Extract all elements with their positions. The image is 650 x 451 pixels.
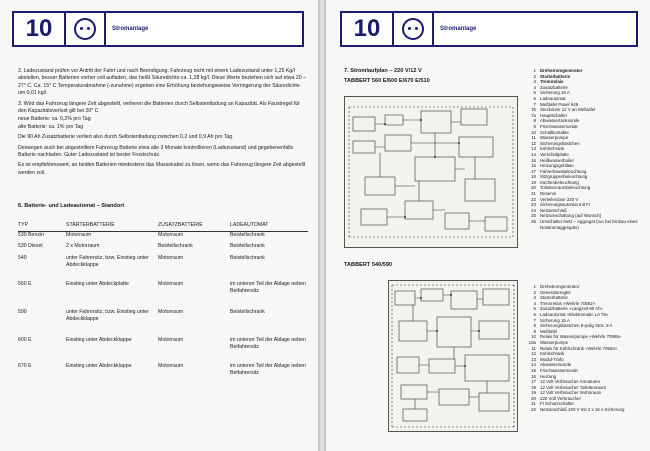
legend-text: Abwassersonde [540,362,572,368]
table-header-row [18,222,308,231]
legend-text: 12 Volt Verbraucher Armaturen [540,379,601,385]
legend-text: Ladeautomat »Elektromatic LA 75« [540,311,609,317]
legend-number: 12 [531,140,536,146]
legend-text: Meßtafel Panel 949 [540,101,579,107]
legend-number: 13 [531,356,536,362]
paragraph-90ah: Die 90 Ah Zusatzbatterie verliert also durch Selbstentladung zwischen 0,2 und 0,9 Ah pro Tag. [18,134,234,141]
legend-text: Drehstromgenerator [540,284,580,289]
legend-number: 18 [531,384,536,390]
legend-number: 22 [531,407,536,413]
legend-text: Frischwassersonde [540,123,578,129]
legend-text: FI Schutzschalter [540,401,574,407]
new-battery-rate: neue Batterie: ca. 0,2% pro Tag [18,116,91,123]
legend-text: Relais für Wasserpumpe »Wehrle 70565« [540,334,622,340]
cell-type: 670 E [18,363,32,370]
legend-number: 16 [531,163,536,169]
cell-starter: unter Fahrersitz, bzw. Einstieg unter Abdeckklappe [66,255,149,269]
socket-icon [394,11,434,47]
legend-number: 8 [533,118,536,124]
legend-text: Zusatzbatterie [540,84,568,90]
cell-auxiliary: Motorraum [158,363,184,370]
legend-number: 12 [531,351,536,357]
legend-text: Netzumschaltung (auf Wunsch) [540,213,602,219]
right-page [326,0,650,451]
legend-number: 3 [533,295,536,301]
legend-number: 7 [533,317,536,323]
legend-text: Kühlschrank [540,146,565,152]
legend-number: 9 [533,328,536,334]
legend-text: Kühlschrank [540,351,565,357]
legend-number: 2 [533,289,536,295]
section-7-title: 7. Stromlaufplan – 220 V/12 V [344,68,422,74]
legend-number: 5 [533,90,536,96]
legend-number: 18 [531,174,536,180]
cell-starter: Motorraum [66,231,92,238]
paragraph-storage: 3. Wird das Fahrzeug längere Zeit abgestellt, verlieren die Batterien durch Selbstentladung an Kapazität. Als Faustregel für den Kapazitätsverlust gilt bei 20° C [18,100,301,115]
legend-number: 1 [533,68,536,73]
header-title: Stromanlage [106,11,304,47]
legend-text: Starterbatterie [540,295,568,301]
legend-text: Reserve [540,191,557,197]
col-header-type: TYP [18,222,66,231]
legend-number: 5 [533,306,536,312]
legend-diagram-2 [522,284,646,413]
legend-number: 14 [531,151,536,157]
legend-number: 11 [531,345,536,351]
col-header-auxiliary: ZUSATZBATTERIE [158,222,230,231]
paragraph-recommendation: Es ist empfehlenswert, an beiden Batterien mindestens das Massekabel zu lösen, wenn das Fahrzeug längere Zeit abgestellt werden soll. [18,162,306,176]
legend-item [522,407,646,413]
legend-text: Steckdose 12 V an Meßtafel [540,107,596,113]
legend-text: Heißwasserboiler [540,157,574,163]
table-row [18,255,308,281]
paragraph-check-interval: Deswegen auch bei abgestelltem Fahrzeug Batterie etwa alle 3 Monate kontrollieren (Ladezustand) und gegebenenfalls Batterie nachladen. Guter Ladezustand ist bester Frostschutz. [18,144,294,159]
battery-location-table [18,222,308,389]
legend-number: 15 [531,367,536,373]
legend-number: 11 [531,135,536,141]
cell-auxiliary: Motorraum [158,281,184,288]
legend-text: Toilettenraumbeleuchtung [540,185,591,191]
legend-item [522,219,646,230]
legend-number: 10 [531,334,536,340]
legend-number: 23 [531,202,536,208]
legend-number: 14 [531,362,536,368]
wiring-diagram-2 [388,280,518,432]
cell-charger: im unteren Teil der Ablage neben Beifahrersitz [230,281,306,295]
legend-number: 20 [531,395,536,401]
legend-text: Starterbatterie [540,73,571,79]
legend-number: 10 [531,129,536,135]
legend-number: 22 [531,196,536,202]
schematic-1-models: TABBERT 560 E/600 E/670 E/510 [344,78,430,84]
cell-starter: Einstieg unter Abdeckklappe [66,363,132,370]
table-row [18,363,308,389]
header-title-right: Stromanlage [434,11,638,47]
cell-auxiliary: Motorraum [158,337,184,344]
cell-auxiliary: Motorraum [158,231,184,238]
legend-text: Küchenbeleuchtung [540,179,579,185]
legend-number: 17 [531,379,536,385]
legend-text: Sicherungskästchen [540,140,580,146]
legend-text: Fahrerhausbeleuchtung [540,168,587,174]
cell-type: 590 [18,309,27,316]
legend-text: 12 Volt Verbraucher Toilettenraum [540,384,607,390]
legend-text: Generatorregler [540,289,571,295]
legend-text: Abwassertanksonde [540,118,580,124]
legend-number: 6 [533,95,536,101]
section-6-title: 6. Batterie- und Ladeautomat – Standort [18,203,125,209]
legend-number: 9 [533,123,536,129]
legend-number: 26 [531,219,536,225]
page-gutter [318,0,326,451]
legend-text: Verteilerdose 220 V [540,196,579,202]
cell-starter: Einstieg unter Abdeckplatte [66,281,129,288]
cell-charger: im unteren Teil der Ablage neben Beifahrersitz [230,337,306,351]
table-row [18,309,308,337]
legend-text: Wasserpumpe [540,135,569,141]
cell-charger: Beistellschrank [230,243,265,250]
legend-text: Meßtafel [540,328,558,334]
table-row [18,243,308,255]
legend-number: 16 [531,373,536,379]
legend-text: Trennrelais »Wehrle 70562« [540,300,596,306]
left-page [0,0,318,451]
old-battery-rate: alte Batterie: ca. 1% pro Tag [18,123,84,130]
legend-text: Sicherungsautomat mit FI [540,202,591,208]
legend-text: 220 Volt Verbraucher [540,395,582,401]
table-row [18,281,308,309]
legend-text: Frischwassersonde [540,367,578,373]
legend-text: Umschalter Netz – Aggregat (nur bei Einbau eines Notstromaggregats) [540,219,638,230]
legend-number: 4 [533,84,536,90]
legend-text: Drehstromgenerator [540,68,583,73]
cell-auxiliary: Motorraum [158,309,184,316]
legend-number: 4 [533,300,536,306]
legend-text: Modul-Trafo [540,356,564,362]
legend-number: 7b [531,107,536,113]
legend-text: Verschaltplatte [540,151,569,157]
legend-diagram-1 [522,68,646,230]
cell-type: 530 Benzin [18,231,44,238]
legend-number: 19 [531,179,536,185]
cell-auxiliary: Beistellschrank [158,243,193,250]
legend-number: 24 [531,207,536,213]
legend-text: Heizungsgebläse [540,163,574,169]
legend-number: 8 [533,323,536,329]
legend-text: Heizung [540,373,557,379]
paragraph-charge-state: 2. Ladezustand prüfen vor Antritt der Fahrt und nach Beendigung. Fahrzeug nicht mit einem Ladezustand unter 1,25 Kg/l abstellen, besser Batterien vorher voll aufladen, das heißt Säuredichte ca. 1,28 kg/l. Diese Werte beziehen sich auf etwa 20 – 27° C. Ca. 15° C Temperaturabnahme (-zunahme) ergeben eine Erhöhung beziehungsweise Verringerung der Säuredichte um 0,01 kg/l. [18,68,306,97]
legend-number: 19 [531,390,536,396]
legend-text: Trennrelais [540,79,564,85]
cell-charger: Beistellschrank [230,231,265,238]
legend-text: Relais für Kühlschrank »Wehrle 70562« [540,345,618,351]
cell-type: 540 [18,255,27,262]
legend-text: Sicherungskästchen 8-polig Stck. 8 A [540,323,613,329]
cell-type: 560 E [18,281,32,288]
legend-number: 1 [533,284,536,289]
legend-text: Sicherung 16 A [540,90,570,96]
legend-text: Hauptschalter [540,112,568,118]
chapter-number-right: 10 [340,11,394,47]
legend-text: Ladeautomat [540,95,566,101]
cell-charger: Beistellschrank [230,255,265,262]
cell-type: 530 Diesel [18,243,43,250]
legend-text: Sitzgruppenbeleuchtung [540,174,588,180]
legend-text: Sicherung 16 A [540,317,570,323]
legend-number: 10a [528,339,536,345]
legend-number: 25 [531,213,536,219]
table-row [18,337,308,363]
legend-text: Netzanschluß 220 V mit 2 x 16 A Sicherung [540,407,625,413]
legend-number: 7 [533,101,536,107]
cell-type: 600 E [18,337,32,344]
body-text [18,68,308,180]
chapter-number: 10 [12,11,66,47]
schematic-2-models: TABBERT 540/590 [344,262,393,268]
legend-number: 7a [531,112,536,118]
cell-starter: unter Fahrersitz, bzw. Einstieg unter Abdeckklappe [66,309,149,323]
legend-text: Wasserpumpe [540,339,569,345]
legend-number: 13 [531,146,536,152]
legend-number: 3 [533,79,536,85]
legend-number: 20 [531,185,536,191]
legend-number: 21 [531,191,536,197]
legend-text: Schaltkontakte [540,129,569,135]
legend-text: Zusatzbatterie »Langzeit 90 Ah« [540,306,603,312]
col-header-charger: LADEAUTOMAT [230,222,308,231]
cell-charger: im unteren Teil der Ablage neben Beifahrersitz [230,363,306,377]
cell-charger: Beistellschrank [230,309,265,316]
table-row [18,231,308,243]
legend-text: 12 Volt Verbraucher Wohnraum [540,390,602,396]
socket-icon [66,11,106,47]
legend-number: 2 [533,73,536,79]
legend-number: 17 [531,168,536,174]
legend-number: 6 [533,311,536,317]
wiring-diagram-1 [344,96,518,248]
cell-starter: Einstieg unter Abdeckklappe [66,337,132,344]
chapter-header [12,12,304,46]
legend-number: 21 [531,401,536,407]
cell-auxiliary: Motorraum [158,255,184,262]
chapter-header-right [340,12,638,46]
legend-number: 15 [531,157,536,163]
cell-starter: 2 x Motorraum [66,243,100,250]
legend-text: Netzanschluß [540,207,567,213]
col-header-starter: STARTERBATTERIE [66,222,158,231]
